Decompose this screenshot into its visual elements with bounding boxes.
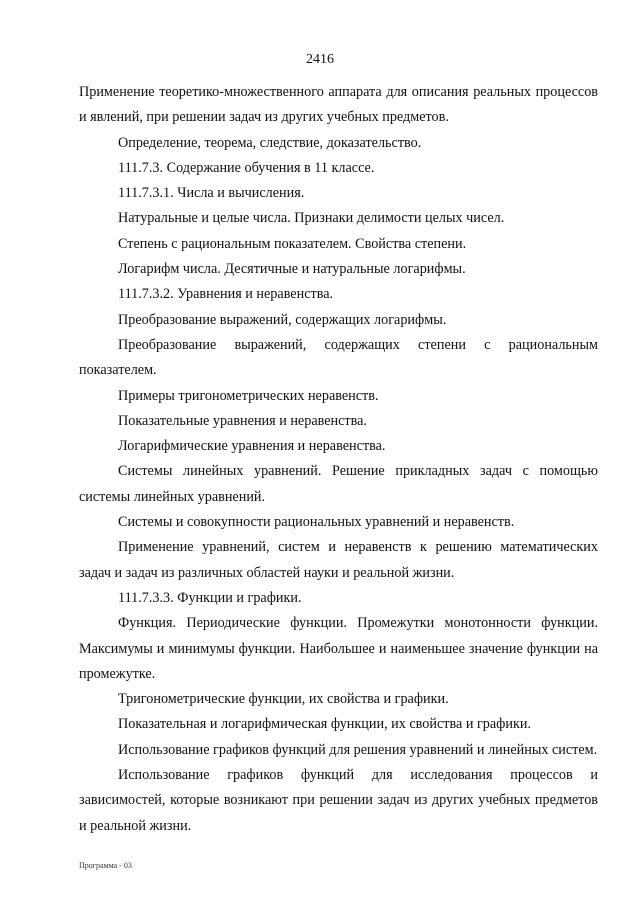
paragraph: Показательная и логарифмическая функции, их свойства и графики.	[118, 716, 531, 733]
paragraph: Использование графиков функций для исследования процессов и зависимостей, которые возникают при решении задач из других учебных предметов и реальной жизни.	[79, 767, 598, 834]
page-number: 2416	[306, 52, 334, 67]
paragraph: Системы и совокупности рациональных уравнений и неравенств.	[118, 514, 515, 531]
paragraph: Применение уравнений, систем и неравенств к решению математических задач и задач из различных областей науки и реальной жизни.	[79, 539, 598, 581]
paragraph: Преобразование выражений, содержащих логарифмы.	[118, 311, 447, 328]
paragraph: Использование графиков функций для решения уравнений и линейных систем.	[118, 741, 598, 758]
paragraph: Применение теоретико-множественного аппарата для описания реальных процессов и явлений, при решении задач из других учебных предметов.	[79, 84, 598, 126]
subsection-heading: 111.7.3.2. Уравнения и неравенства.	[118, 286, 334, 303]
paragraph: Логарифм числа. Десятичные и натуральные логарифмы.	[118, 261, 466, 278]
paragraph: Преобразование выражений, содержащих степени с рациональным показателем.	[79, 336, 598, 379]
subsection-heading: 111.7.3.3. Функции и графики.	[118, 589, 302, 606]
paragraph: Функция. Периодические функции. Промежутки монотонности функции. Максимумы и минимумы функции. Наибольшее и наименьшее значение функции на промежутке.	[79, 615, 598, 682]
paragraph: Системы линейных уравнений. Решение прикладных задач с помощью системы линейных уравнений.	[79, 463, 598, 505]
paragraph: Степень с рациональным показателем. Свойства степени.	[118, 235, 467, 252]
paragraph: Примеры тригонометрических неравенств.	[118, 387, 379, 404]
section-heading: 111.7.3. Содержание обучения в 11 классе.	[118, 159, 375, 176]
document-body	[79, 80, 598, 839]
paragraph: Натуральные и целые числа. Признаки делимости целых чисел.	[118, 210, 505, 227]
paragraph: Логарифмические уравнения и неравенства.	[118, 438, 386, 455]
subsection-heading: 111.7.3.1. Числа и вычисления.	[118, 185, 305, 202]
footer-label: Программа - 03	[79, 861, 132, 870]
paragraph: Определение, теорема, следствие, доказательство.	[118, 134, 422, 151]
paragraph: Показательные уравнения и неравенства.	[118, 412, 367, 429]
paragraph: Тригонометрические функции, их свойства и графики.	[118, 691, 449, 708]
